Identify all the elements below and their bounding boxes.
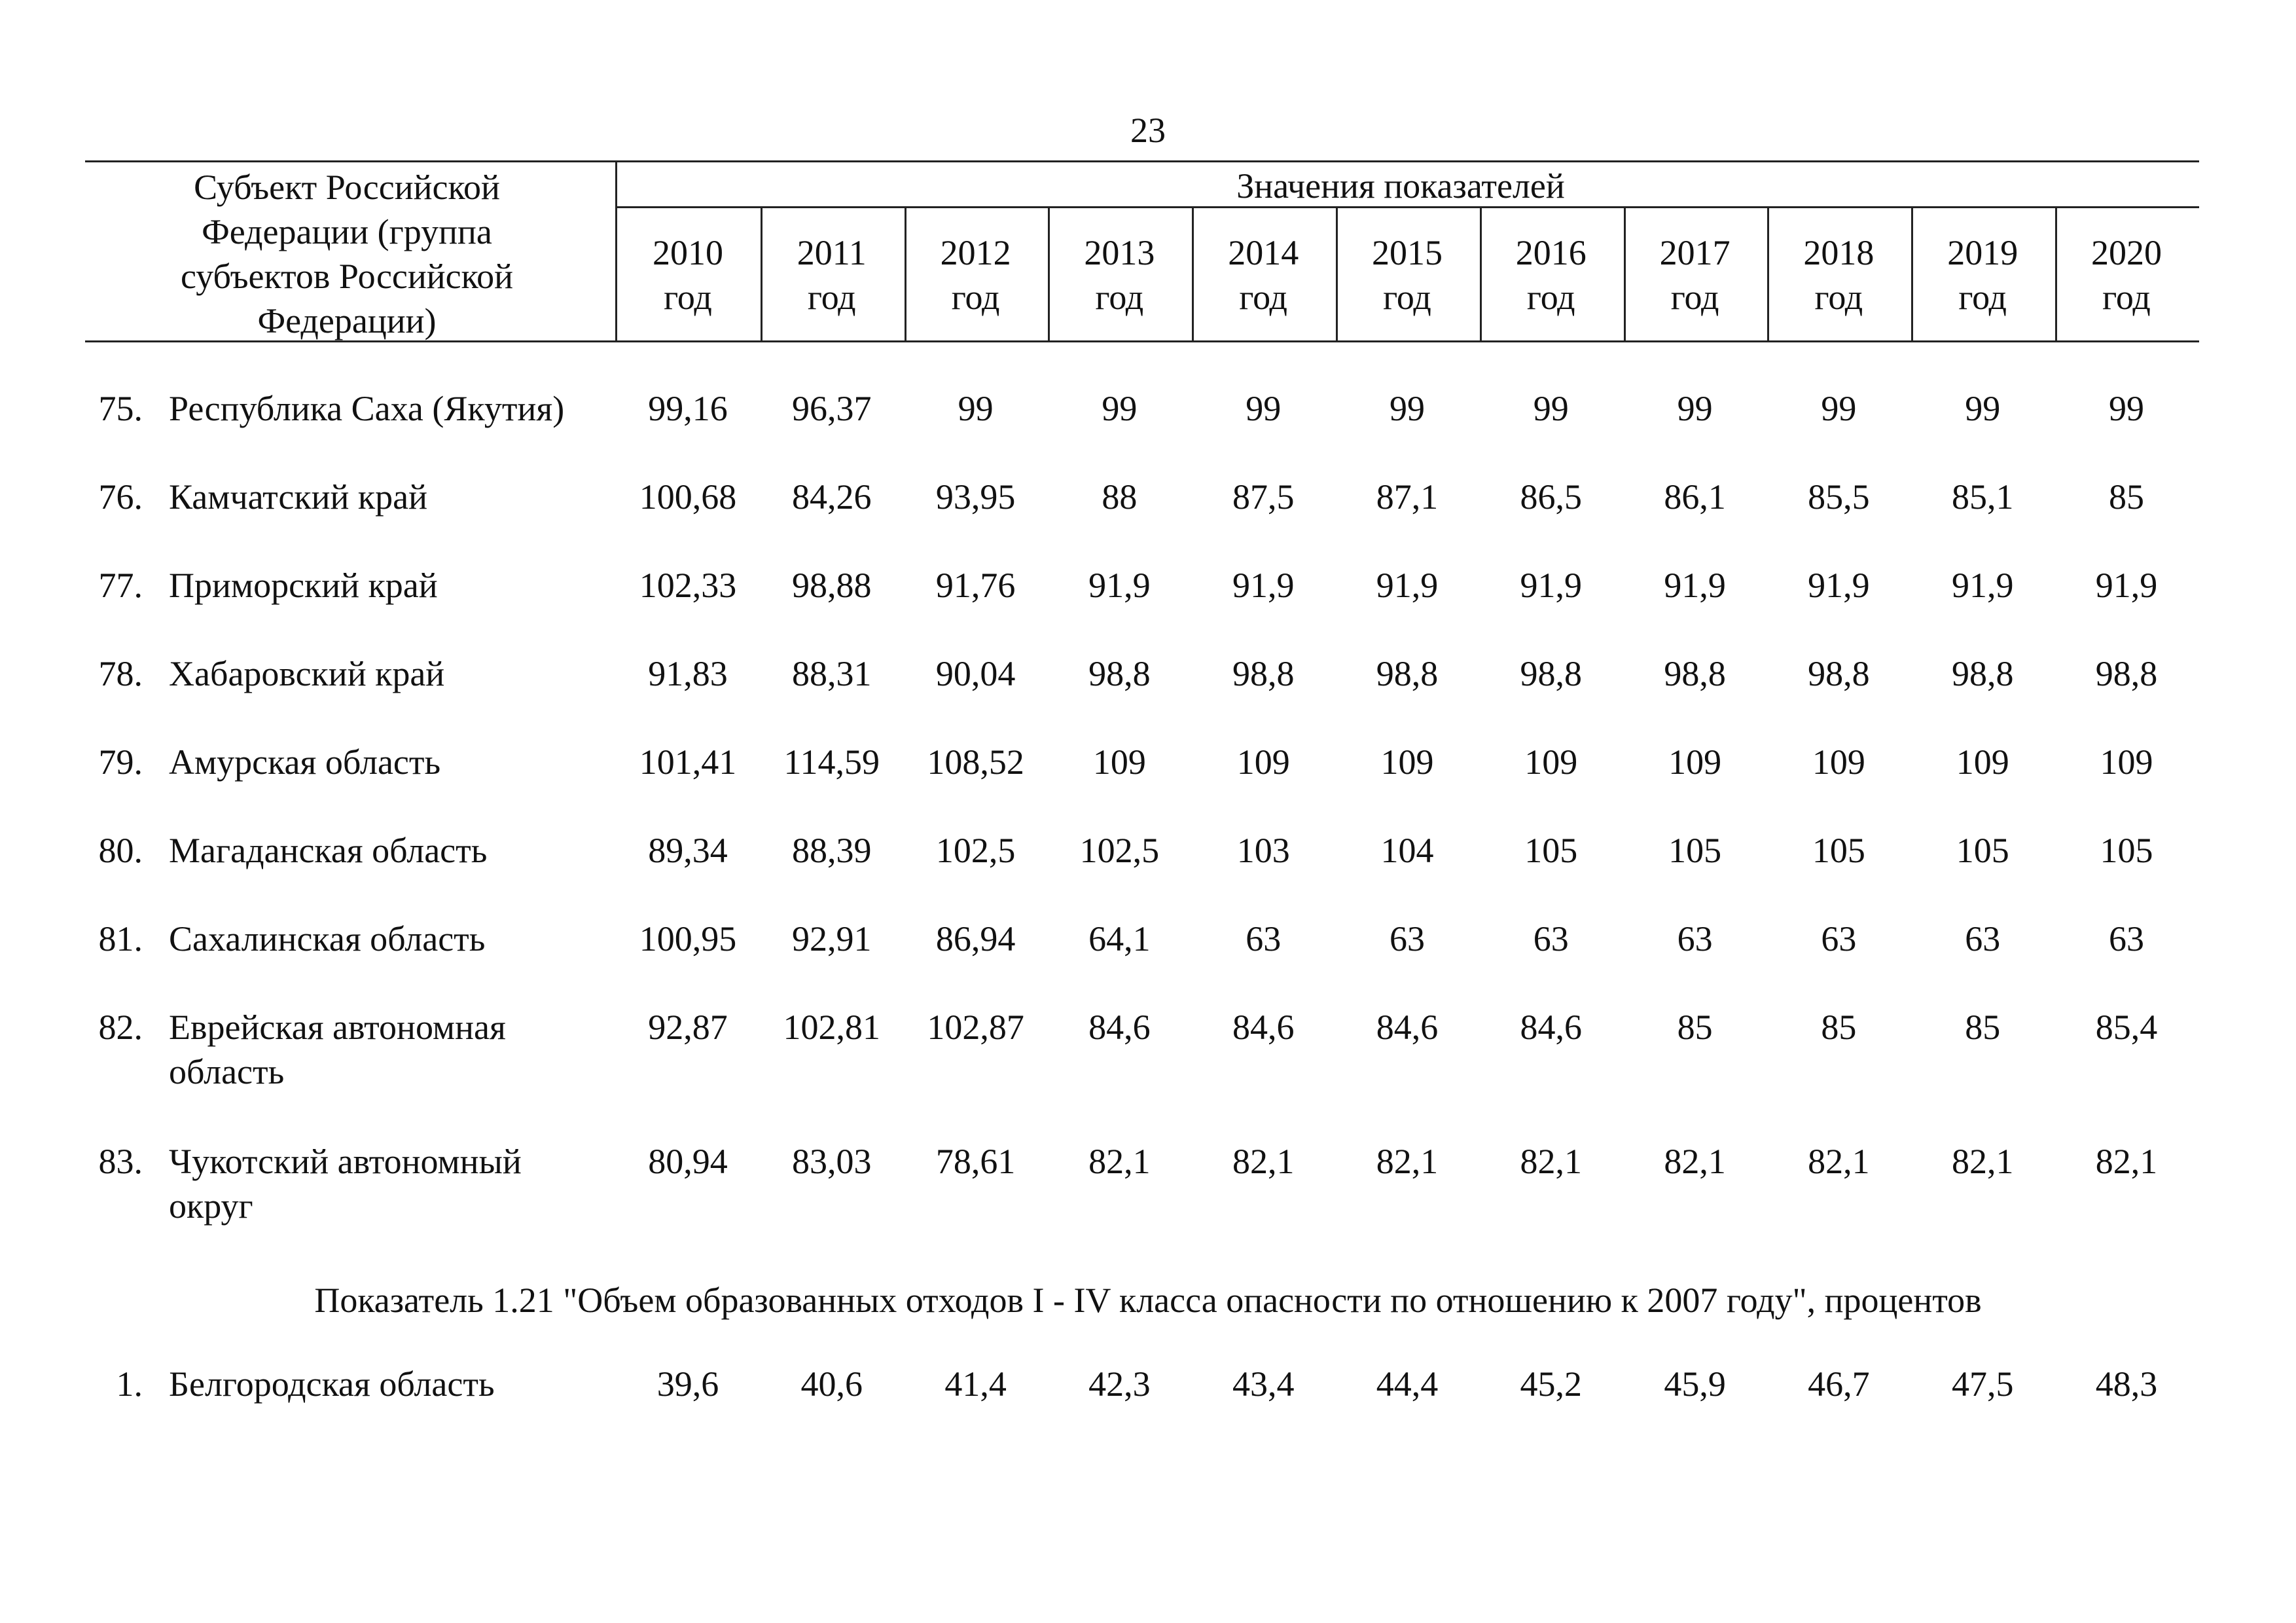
value-cell: 98,8	[2095, 654, 2158, 693]
year-column-divider	[1048, 206, 1050, 340]
year-unit: год	[664, 278, 712, 317]
year-column-divider	[1336, 206, 1338, 340]
year-column-header	[1336, 230, 1479, 319]
year-unit: год	[951, 278, 1000, 317]
year-label: 2015	[1372, 233, 1443, 272]
value-cell: 78,61	[935, 1142, 1016, 1181]
year-label: 2012	[940, 233, 1011, 272]
row-number: 75.	[98, 389, 143, 428]
value-cell: 87,5	[1232, 477, 1295, 517]
year-column-divider	[1911, 206, 1913, 340]
value-cell: 99,16	[648, 389, 728, 428]
value-cell: 91,83	[648, 654, 728, 693]
value-cell: 45,9	[1664, 1364, 1726, 1404]
value-cell: 98,8	[1664, 654, 1726, 693]
region-name	[169, 1005, 614, 1094]
value-cell: 100,95	[639, 919, 737, 958]
value-cell: 102,33	[639, 566, 737, 605]
year-label: 2010	[653, 233, 723, 272]
value-cell: 109	[1812, 742, 1865, 782]
value-cell: 63	[1965, 919, 2001, 958]
value-cell: 63	[1821, 919, 1857, 958]
value-cell: 85,1	[1951, 477, 2014, 517]
value-cell: 93,95	[935, 477, 1016, 517]
value-cell: 86,1	[1664, 477, 1726, 517]
region-name-line: округ	[169, 1186, 253, 1226]
row-number: 79.	[98, 742, 143, 782]
value-cell: 92,91	[792, 919, 872, 958]
row-number: 80.	[98, 831, 143, 870]
value-cell: 91,9	[1232, 566, 1295, 605]
value-cell: 105	[1812, 831, 1865, 870]
year-column-divider	[761, 206, 762, 340]
subject-header-line: Федерации (группа	[202, 212, 492, 251]
value-cell: 82,1	[1088, 1142, 1151, 1181]
year-column-divider	[2055, 206, 2057, 340]
value-cell: 98,8	[1951, 654, 2014, 693]
value-cell: 98,8	[1808, 654, 1870, 693]
value-cell: 82,1	[2095, 1142, 2158, 1181]
value-cell: 105	[1524, 831, 1578, 870]
value-cell: 85,5	[1808, 477, 1870, 517]
row-number: 78.	[98, 654, 143, 693]
value-cell: 88,39	[792, 831, 872, 870]
row-number: 1.	[116, 1364, 143, 1404]
year-column-header	[617, 230, 759, 319]
year-column-header	[1192, 230, 1335, 319]
indicator-title: Показатель 1.21 "Объем образованных отходов I - IV класса опасности по отношению к 2007 году", процентов	[314, 1281, 1982, 1320]
year-column-header	[2055, 230, 2198, 319]
value-cell: 98,8	[1376, 654, 1439, 693]
year-unit: год	[1383, 278, 1431, 317]
year-unit: год	[1239, 278, 1288, 317]
value-cell: 82,1	[1520, 1142, 1583, 1181]
value-cell: 43,4	[1232, 1364, 1295, 1404]
value-cell: 99	[2109, 389, 2144, 428]
value-cell: 92,87	[648, 1008, 728, 1047]
year-unit: год	[2102, 278, 2151, 317]
row-number: 81.	[98, 919, 143, 958]
value-cell: 102,81	[783, 1008, 881, 1047]
value-cell: 85	[1821, 1008, 1857, 1047]
region-name	[169, 1362, 614, 1406]
subject-header-line: субъектов Российской	[180, 257, 514, 296]
year-column-header	[1624, 230, 1767, 319]
value-cell: 114,59	[783, 742, 880, 782]
region-name-line: Еврейская автономная	[169, 1008, 506, 1047]
value-cell: 41,4	[944, 1364, 1007, 1404]
year-column-header	[905, 230, 1047, 319]
subject-column-header	[85, 165, 609, 343]
year-column-header	[1767, 230, 1910, 319]
value-cell: 109	[1380, 742, 1434, 782]
value-cell: 91,9	[1951, 566, 2014, 605]
value-cell: 84,6	[1088, 1008, 1151, 1047]
value-cell: 98,8	[1520, 654, 1583, 693]
year-unit: год	[1095, 278, 1144, 317]
value-cell: 109	[1956, 742, 2009, 782]
value-cell: 109	[1092, 742, 1146, 782]
value-cell: 98,8	[1232, 654, 1295, 693]
value-cell: 91,9	[1808, 566, 1870, 605]
value-cell: 42,3	[1088, 1364, 1151, 1404]
region-name-line: Сахалинская область	[169, 919, 486, 958]
region-name	[169, 563, 614, 608]
year-column-divider	[1624, 206, 1626, 340]
region-name-line: Камчатский край	[169, 477, 428, 517]
year-column-header	[1480, 230, 1623, 319]
year-label: 2011	[797, 233, 867, 272]
value-cell: 102,87	[927, 1008, 1024, 1047]
value-cell: 85,4	[2095, 1008, 2158, 1047]
value-cell: 109	[1236, 742, 1290, 782]
year-label: 2018	[1803, 233, 1874, 272]
value-cell: 84,6	[1520, 1008, 1583, 1047]
value-cell: 45,2	[1520, 1364, 1583, 1404]
row-number: 76.	[98, 477, 143, 517]
value-cell: 63	[1677, 919, 1713, 958]
value-cell: 85	[2109, 477, 2144, 517]
year-label: 2020	[2091, 233, 2162, 272]
year-column-header	[1911, 230, 2054, 319]
value-cell: 84,6	[1232, 1008, 1295, 1047]
year-column-divider	[905, 206, 906, 340]
value-cell: 98,8	[1088, 654, 1151, 693]
value-cell: 109	[1668, 742, 1722, 782]
value-cell: 40,6	[800, 1364, 863, 1404]
value-cell: 109	[2100, 742, 2153, 782]
value-cell: 85	[1965, 1008, 2001, 1047]
year-column-header	[761, 230, 903, 319]
value-cell: 85	[1677, 1008, 1713, 1047]
value-cell: 90,04	[935, 654, 1016, 693]
value-cell: 63	[1533, 919, 1569, 958]
value-cell: 89,34	[648, 831, 728, 870]
value-cell: 96,37	[792, 389, 872, 428]
region-name	[169, 740, 614, 784]
value-cell: 80,94	[648, 1142, 728, 1181]
region-name-line: Белгородская область	[169, 1364, 495, 1404]
year-label: 2017	[1659, 233, 1731, 272]
page-number: 23	[1130, 111, 1166, 150]
year-column-divider	[1767, 206, 1769, 340]
region-name	[169, 917, 614, 961]
value-cell: 99	[1533, 389, 1569, 428]
value-cell: 91,9	[2095, 566, 2158, 605]
region-name	[169, 828, 614, 873]
value-cell: 103	[1236, 831, 1290, 870]
year-unit: год	[1958, 278, 2007, 317]
year-unit: год	[1814, 278, 1863, 317]
value-cell: 105	[1956, 831, 2009, 870]
year-unit: год	[1526, 278, 1575, 317]
subject-header-line: Субъект Российской	[194, 168, 500, 207]
value-cell: 46,7	[1808, 1364, 1870, 1404]
year-label: 2019	[1947, 233, 2018, 272]
value-cell: 99	[1246, 389, 1282, 428]
region-name-line: Амурская область	[169, 742, 441, 782]
region-name-line: Приморский край	[169, 566, 438, 605]
value-cell: 88	[1102, 477, 1138, 517]
value-cell: 91,9	[1520, 566, 1583, 605]
year-column-divider	[1480, 206, 1482, 340]
value-cell: 82,1	[1951, 1142, 2014, 1181]
value-cell: 101,41	[639, 742, 737, 782]
year-column-divider	[1192, 206, 1194, 340]
value-cell: 91,9	[1088, 566, 1151, 605]
value-cell: 102,5	[1079, 831, 1160, 870]
year-unit: год	[807, 278, 856, 317]
value-cell: 100,68	[639, 477, 737, 517]
region-name-line: Магаданская область	[169, 831, 488, 870]
value-cell: 104	[1380, 831, 1434, 870]
value-cell: 99	[1677, 389, 1713, 428]
region-name-line: область	[169, 1052, 285, 1091]
value-cell: 82,1	[1664, 1142, 1726, 1181]
region-name-line: Хабаровский край	[169, 654, 445, 693]
value-cell: 82,1	[1376, 1142, 1439, 1181]
value-cell: 99	[1821, 389, 1857, 428]
value-cell: 63	[1246, 919, 1282, 958]
header-top-rule	[85, 160, 2199, 162]
value-cell: 105	[2100, 831, 2153, 870]
value-cell: 83,03	[792, 1142, 872, 1181]
region-name	[169, 386, 614, 431]
region-name	[169, 651, 614, 696]
value-cell: 86,5	[1520, 477, 1583, 517]
value-cell: 44,4	[1376, 1364, 1439, 1404]
value-cell: 86,94	[935, 919, 1016, 958]
value-cell: 91,76	[935, 566, 1016, 605]
value-cell: 91,9	[1664, 566, 1726, 605]
value-cell: 98,88	[792, 566, 872, 605]
value-cell: 99	[1390, 389, 1425, 428]
year-label: 2013	[1084, 233, 1155, 272]
row-number: 83.	[98, 1142, 143, 1181]
value-cell: 109	[1524, 742, 1578, 782]
year-label: 2014	[1228, 233, 1299, 272]
value-cell: 99	[1965, 389, 2001, 428]
region-name-line: Республика Саха (Якутия)	[169, 389, 565, 428]
region-name-line: Чукотский автономный	[169, 1142, 522, 1181]
value-cell: 84,6	[1376, 1008, 1439, 1047]
subject-header-line: Федерации)	[257, 301, 437, 340]
value-cell: 63	[1390, 919, 1425, 958]
value-cell: 64,1	[1088, 919, 1151, 958]
year-unit: год	[1670, 278, 1719, 317]
value-cell: 99	[1102, 389, 1138, 428]
value-cell: 108,52	[927, 742, 1024, 782]
value-cell: 84,26	[792, 477, 872, 517]
value-cell: 99	[958, 389, 994, 428]
value-cell: 88,31	[792, 654, 872, 693]
year-label: 2016	[1515, 233, 1587, 272]
row-number: 77.	[98, 566, 143, 605]
value-cell: 91,9	[1376, 566, 1439, 605]
value-cell: 82,1	[1232, 1142, 1295, 1181]
region-name	[169, 475, 614, 519]
value-cell: 63	[2109, 919, 2144, 958]
values-group-header: Значения показателей	[1236, 166, 1565, 206]
value-cell: 82,1	[1808, 1142, 1870, 1181]
value-cell: 87,1	[1376, 477, 1439, 517]
value-cell: 105	[1668, 831, 1722, 870]
value-cell: 48,3	[2095, 1364, 2158, 1404]
row-number: 82.	[98, 1008, 143, 1047]
year-column-header	[1048, 230, 1191, 319]
value-cell: 39,6	[656, 1364, 719, 1404]
value-cell: 47,5	[1951, 1364, 2014, 1404]
region-name	[169, 1139, 614, 1228]
value-cell: 102,5	[935, 831, 1016, 870]
